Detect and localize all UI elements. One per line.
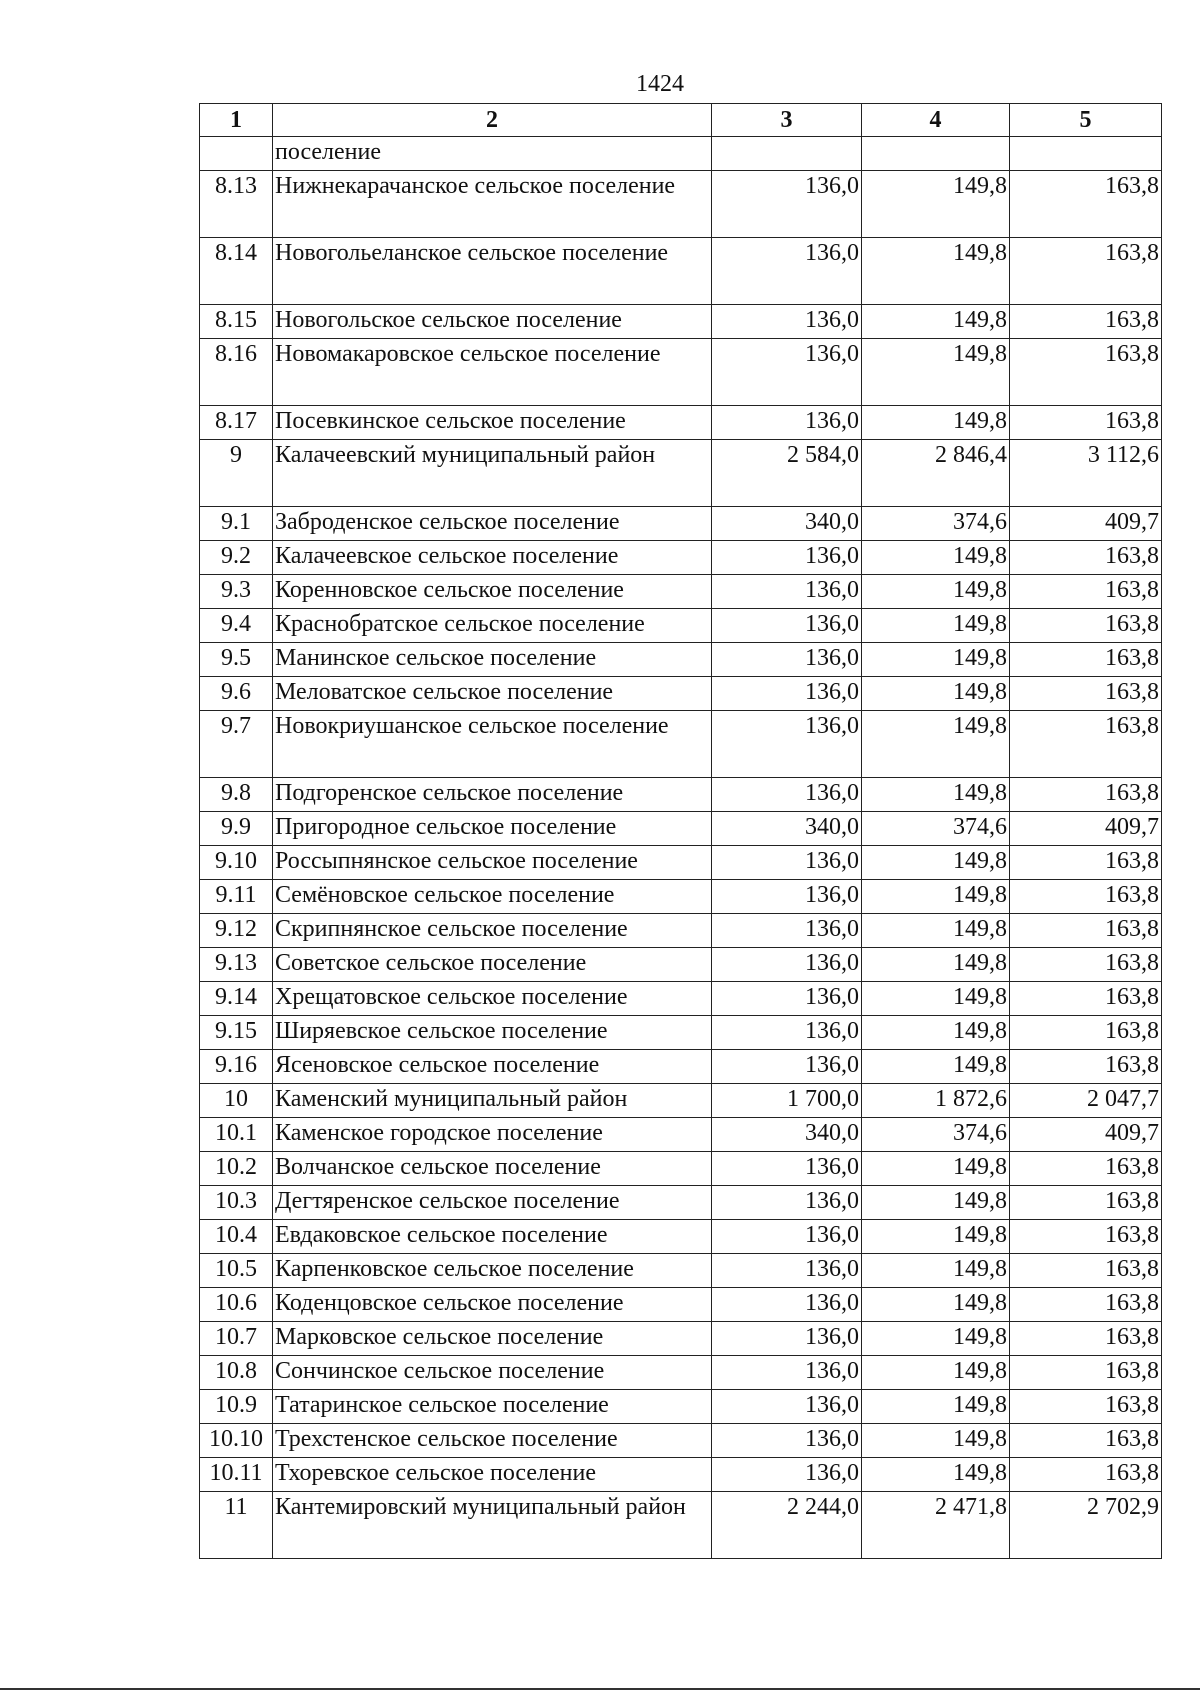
table-row <box>200 1084 1162 1118</box>
row-value-col3: 136,0 <box>712 643 862 677</box>
row-value-col4: 2 471,8 <box>862 1492 1010 1559</box>
row-value-col5: 163,8 <box>1010 982 1162 1016</box>
row-value-col5: 2 047,7 <box>1010 1084 1162 1118</box>
row-number: 9.16 <box>200 1050 273 1084</box>
table-row <box>200 339 1162 406</box>
row-number: 10.9 <box>200 1390 273 1424</box>
row-value-col4: 149,8 <box>862 171 1010 238</box>
row-name: Коденцовское сельское поселение <box>273 1288 712 1322</box>
row-number: 10.1 <box>200 1118 273 1152</box>
row-number: 11 <box>200 1492 273 1559</box>
row-value-col3: 136,0 <box>712 609 862 643</box>
row-name: Новокриушанское сельское поселение <box>273 711 712 778</box>
table-row <box>200 1390 1162 1424</box>
row-value-col5: 163,8 <box>1010 643 1162 677</box>
row-value-col4: 149,8 <box>862 982 1010 1016</box>
row-value-col5: 163,8 <box>1010 1220 1162 1254</box>
row-name: Ясеновское сельское поселение <box>273 1050 712 1084</box>
row-number: 9.5 <box>200 643 273 677</box>
row-value-col4: 149,8 <box>862 880 1010 914</box>
row-value-col3: 136,0 <box>712 406 862 440</box>
table-row <box>200 677 1162 711</box>
row-value-col5: 163,8 <box>1010 1016 1162 1050</box>
table-row <box>200 1186 1162 1220</box>
bottom-rule <box>0 1688 1200 1690</box>
table-row <box>200 643 1162 677</box>
row-number: 9.15 <box>200 1016 273 1050</box>
row-number: 10.4 <box>200 1220 273 1254</box>
row-value-col5: 409,7 <box>1010 812 1162 846</box>
row-number: 8.13 <box>200 171 273 238</box>
row-value-col5: 163,8 <box>1010 948 1162 982</box>
row-name: Семёновское сельское поселение <box>273 880 712 914</box>
row-value-col4: 149,8 <box>862 1186 1010 1220</box>
row-name: Кантемировский муниципальный район <box>273 1492 712 1559</box>
row-name: Татаринское сельское поселение <box>273 1390 712 1424</box>
row-name: Россыпнянское сельское поселение <box>273 846 712 880</box>
table-row <box>200 846 1162 880</box>
table-row <box>200 137 1162 171</box>
row-value-col3: 136,0 <box>712 1424 862 1458</box>
row-value-col4 <box>862 137 1010 171</box>
table-row <box>200 1118 1162 1152</box>
row-name: Ширяевское сельское поселение <box>273 1016 712 1050</box>
row-value-col4: 149,8 <box>862 677 1010 711</box>
row-value-col4: 149,8 <box>862 339 1010 406</box>
row-number: 9.9 <box>200 812 273 846</box>
row-value-col5: 163,8 <box>1010 1152 1162 1186</box>
row-number: 10.3 <box>200 1186 273 1220</box>
row-value-col3: 136,0 <box>712 711 862 778</box>
header-row <box>200 104 1162 137</box>
table-row <box>200 948 1162 982</box>
row-value-col5: 163,8 <box>1010 677 1162 711</box>
row-value-col4: 149,8 <box>862 541 1010 575</box>
row-name: Тхоревское сельское поселение <box>273 1458 712 1492</box>
page-number: 1424 <box>636 71 684 97</box>
header-col-4: 4 <box>862 104 1010 137</box>
row-value-col4: 149,8 <box>862 711 1010 778</box>
row-value-col4: 149,8 <box>862 1356 1010 1390</box>
row-value-col5: 3 112,6 <box>1010 440 1162 507</box>
row-value-col5: 409,7 <box>1010 1118 1162 1152</box>
row-number: 9.13 <box>200 948 273 982</box>
table-row <box>200 1050 1162 1084</box>
header-col-5: 5 <box>1010 104 1162 137</box>
row-name: Каменское городское поселение <box>273 1118 712 1152</box>
table-row <box>200 778 1162 812</box>
table-row <box>200 1152 1162 1186</box>
table-row <box>200 1220 1162 1254</box>
row-value-col4: 149,8 <box>862 1458 1010 1492</box>
row-value-col3: 136,0 <box>712 948 862 982</box>
row-value-col5: 2 702,9 <box>1010 1492 1162 1559</box>
table-body <box>200 137 1162 1559</box>
row-value-col4: 149,8 <box>862 778 1010 812</box>
row-name: Дегтяренское сельское поселение <box>273 1186 712 1220</box>
header-col-3: 3 <box>712 104 862 137</box>
row-value-col5: 163,8 <box>1010 1050 1162 1084</box>
row-value-col5: 163,8 <box>1010 846 1162 880</box>
row-value-col3: 136,0 <box>712 1050 862 1084</box>
row-value-col3: 136,0 <box>712 778 862 812</box>
table-row <box>200 238 1162 305</box>
row-name: поселение <box>273 137 712 171</box>
row-name: Калачеевский муниципальный район <box>273 440 712 507</box>
table-row <box>200 880 1162 914</box>
row-value-col5: 163,8 <box>1010 541 1162 575</box>
row-value-col5: 163,8 <box>1010 1254 1162 1288</box>
row-value-col5: 163,8 <box>1010 305 1162 339</box>
row-value-col3: 136,0 <box>712 1220 862 1254</box>
row-number: 8.15 <box>200 305 273 339</box>
row-number: 10.10 <box>200 1424 273 1458</box>
row-value-col4: 149,8 <box>862 238 1010 305</box>
row-value-col4: 2 846,4 <box>862 440 1010 507</box>
row-number: 8.14 <box>200 238 273 305</box>
row-number: 10.8 <box>200 1356 273 1390</box>
row-name: Нижнекарачанское сельское поселение <box>273 171 712 238</box>
row-name: Марковское сельское поселение <box>273 1322 712 1356</box>
row-number: 10.2 <box>200 1152 273 1186</box>
row-name: Посевкинское сельское поселение <box>273 406 712 440</box>
table-row <box>200 1492 1162 1559</box>
row-name: Волчанское сельское поселение <box>273 1152 712 1186</box>
row-number: 9.10 <box>200 846 273 880</box>
row-value-col3: 136,0 <box>712 677 862 711</box>
row-value-col5: 163,8 <box>1010 1356 1162 1390</box>
table-row <box>200 1016 1162 1050</box>
table-header <box>200 104 1162 137</box>
row-value-col3: 136,0 <box>712 1152 862 1186</box>
row-value-col3: 136,0 <box>712 1322 862 1356</box>
row-value-col5 <box>1010 137 1162 171</box>
row-number: 8.16 <box>200 339 273 406</box>
row-number: 9.1 <box>200 507 273 541</box>
row-value-col3: 136,0 <box>712 171 862 238</box>
row-number: 9.14 <box>200 982 273 1016</box>
row-value-col5: 163,8 <box>1010 1424 1162 1458</box>
row-name: Новогольеланское сельское поселение <box>273 238 712 305</box>
row-value-col4: 149,8 <box>862 948 1010 982</box>
row-value-col3: 1 700,0 <box>712 1084 862 1118</box>
row-number: 10.11 <box>200 1458 273 1492</box>
row-value-col4: 149,8 <box>862 1322 1010 1356</box>
row-value-col5: 163,8 <box>1010 238 1162 305</box>
row-number: 9.3 <box>200 575 273 609</box>
table-row <box>200 541 1162 575</box>
row-number: 9.11 <box>200 880 273 914</box>
row-value-col3: 136,0 <box>712 1254 862 1288</box>
row-value-col3 <box>712 137 862 171</box>
row-name: Калачеевское сельское поселение <box>273 541 712 575</box>
row-number: 9.8 <box>200 778 273 812</box>
row-value-col3: 136,0 <box>712 305 862 339</box>
row-value-col3: 136,0 <box>712 1390 862 1424</box>
row-name: Коренновское сельское поселение <box>273 575 712 609</box>
data-table <box>199 103 1162 1559</box>
row-value-col3: 136,0 <box>712 1458 862 1492</box>
row-value-col4: 149,8 <box>862 1016 1010 1050</box>
row-value-col3: 340,0 <box>712 507 862 541</box>
row-number: 10.6 <box>200 1288 273 1322</box>
row-value-col5: 409,7 <box>1010 507 1162 541</box>
table-row <box>200 914 1162 948</box>
row-value-col4: 149,8 <box>862 1220 1010 1254</box>
row-value-col4: 149,8 <box>862 575 1010 609</box>
row-value-col5: 163,8 <box>1010 711 1162 778</box>
row-name: Евдаковское сельское поселение <box>273 1220 712 1254</box>
table-row <box>200 1322 1162 1356</box>
row-value-col4: 149,8 <box>862 305 1010 339</box>
row-value-col3: 340,0 <box>712 812 862 846</box>
table-row <box>200 1458 1162 1492</box>
row-value-col5: 163,8 <box>1010 880 1162 914</box>
row-number <box>200 137 273 171</box>
row-number: 9.6 <box>200 677 273 711</box>
row-value-col3: 136,0 <box>712 1186 862 1220</box>
row-number: 9.7 <box>200 711 273 778</box>
row-name: Сончинское сельское поселение <box>273 1356 712 1390</box>
table-row <box>200 1424 1162 1458</box>
row-number: 9 <box>200 440 273 507</box>
row-value-col5: 163,8 <box>1010 914 1162 948</box>
row-value-col4: 149,8 <box>862 609 1010 643</box>
row-value-col4: 1 872,6 <box>862 1084 1010 1118</box>
row-number: 10 <box>200 1084 273 1118</box>
row-value-col3: 136,0 <box>712 575 862 609</box>
row-value-col4: 149,8 <box>862 1050 1010 1084</box>
row-name: Заброденское сельское поселение <box>273 507 712 541</box>
row-name: Новогольское сельское поселение <box>273 305 712 339</box>
table-row <box>200 440 1162 507</box>
row-value-col3: 136,0 <box>712 846 862 880</box>
row-name: Скрипнянское сельское поселение <box>273 914 712 948</box>
row-value-col3: 136,0 <box>712 1288 862 1322</box>
row-name: Подгоренское сельское поселение <box>273 778 712 812</box>
table-row <box>200 305 1162 339</box>
table-row <box>200 171 1162 238</box>
row-value-col4: 149,8 <box>862 643 1010 677</box>
row-value-col5: 163,8 <box>1010 171 1162 238</box>
row-value-col5: 163,8 <box>1010 1322 1162 1356</box>
header-col-1: 1 <box>200 104 273 137</box>
row-value-col3: 136,0 <box>712 880 862 914</box>
table-row <box>200 507 1162 541</box>
row-value-col4: 149,8 <box>862 1254 1010 1288</box>
row-value-col4: 149,8 <box>862 406 1010 440</box>
row-value-col3: 136,0 <box>712 541 862 575</box>
row-value-col3: 136,0 <box>712 1016 862 1050</box>
row-name: Краснобратское сельское поселение <box>273 609 712 643</box>
row-value-col4: 149,8 <box>862 914 1010 948</box>
row-value-col4: 149,8 <box>862 846 1010 880</box>
row-number: 8.17 <box>200 406 273 440</box>
table-row <box>200 1356 1162 1390</box>
row-value-col4: 374,6 <box>862 812 1010 846</box>
row-value-col5: 163,8 <box>1010 339 1162 406</box>
row-name: Пригородное сельское поселение <box>273 812 712 846</box>
table-row <box>200 1288 1162 1322</box>
row-value-col4: 374,6 <box>862 1118 1010 1152</box>
row-number: 10.7 <box>200 1322 273 1356</box>
row-value-col5: 163,8 <box>1010 406 1162 440</box>
row-name: Манинское сельское поселение <box>273 643 712 677</box>
row-value-col3: 136,0 <box>712 982 862 1016</box>
table-row <box>200 575 1162 609</box>
row-name: Карпенковское сельское поселение <box>273 1254 712 1288</box>
table-row <box>200 406 1162 440</box>
row-name: Хрещатовское сельское поселение <box>273 982 712 1016</box>
row-value-col5: 163,8 <box>1010 1186 1162 1220</box>
row-value-col5: 163,8 <box>1010 1288 1162 1322</box>
row-value-col3: 340,0 <box>712 1118 862 1152</box>
row-number: 9.12 <box>200 914 273 948</box>
row-value-col5: 163,8 <box>1010 1390 1162 1424</box>
row-value-col5: 163,8 <box>1010 1458 1162 1492</box>
row-value-col4: 149,8 <box>862 1424 1010 1458</box>
row-value-col3: 136,0 <box>712 1356 862 1390</box>
row-value-col3: 2 244,0 <box>712 1492 862 1559</box>
row-number: 10.5 <box>200 1254 273 1288</box>
row-number: 9.2 <box>200 541 273 575</box>
row-value-col4: 149,8 <box>862 1390 1010 1424</box>
row-number: 9.4 <box>200 609 273 643</box>
row-value-col5: 163,8 <box>1010 778 1162 812</box>
row-value-col3: 136,0 <box>712 339 862 406</box>
row-name: Советское сельское поселение <box>273 948 712 982</box>
row-value-col4: 374,6 <box>862 507 1010 541</box>
row-value-col3: 2 584,0 <box>712 440 862 507</box>
row-name: Трехстенское сельское поселение <box>273 1424 712 1458</box>
table-row <box>200 1254 1162 1288</box>
row-value-col3: 136,0 <box>712 914 862 948</box>
row-value-col5: 163,8 <box>1010 609 1162 643</box>
table-row <box>200 812 1162 846</box>
table-row <box>200 711 1162 778</box>
table-row <box>200 609 1162 643</box>
row-value-col3: 136,0 <box>712 238 862 305</box>
table-row <box>200 982 1162 1016</box>
row-value-col5: 163,8 <box>1010 575 1162 609</box>
row-value-col4: 149,8 <box>862 1152 1010 1186</box>
row-value-col4: 149,8 <box>862 1288 1010 1322</box>
row-name: Новомакаровское сельское поселение <box>273 339 712 406</box>
row-name: Каменский муниципальный район <box>273 1084 712 1118</box>
header-col-2: 2 <box>273 104 712 137</box>
row-name: Меловатское сельское поселение <box>273 677 712 711</box>
